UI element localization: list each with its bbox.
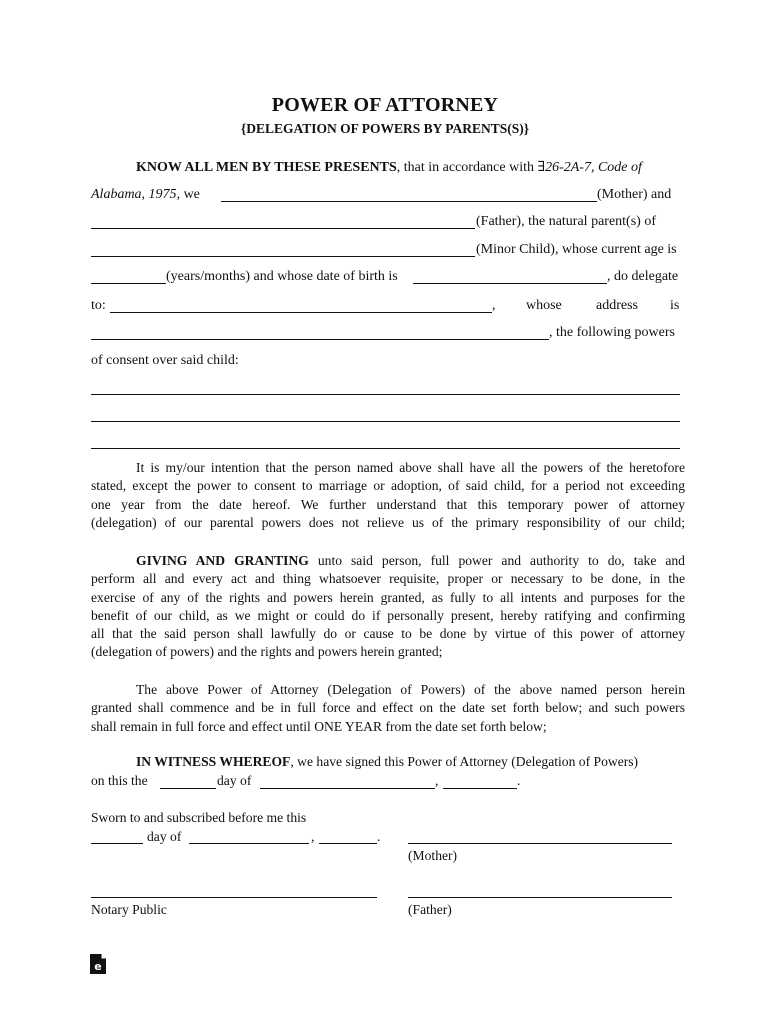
mother-signature-label: (Mother) [408, 848, 458, 863]
intention-line: one year from the date hereof. We further understand that this temporary power of attorney [91, 496, 685, 512]
sworn-year-field[interactable] [319, 843, 377, 844]
witness-bold: IN WITNESS WHEREOF [136, 754, 291, 769]
consent-label: of consent over said child: [91, 353, 239, 368]
commencement-line: shall remain in full force and effect until ONE YEAR from the date set forth below; [91, 718, 547, 734]
witness-day-field[interactable] [160, 788, 216, 789]
agent-name-field[interactable] [110, 312, 492, 313]
eforms-logo-icon [89, 953, 107, 975]
giving-line: benefit of our child, as we might or could do if personally present, hereby ratifying and confirming [91, 607, 685, 623]
notary-signature-line[interactable] [91, 897, 377, 898]
notary-signature-label: Notary Public [91, 902, 167, 917]
giving-line-1-rest: unto said person, full power and authority to do, take and [308, 553, 685, 568]
minor-child-name-field[interactable] [91, 256, 475, 257]
document-title: POWER OF ATTORNEY [271, 94, 499, 116]
mother-label: (Mother) and [597, 187, 672, 202]
date-of-birth-field[interactable] [413, 283, 607, 284]
witness-day-of-label: day of [217, 773, 252, 788]
intro-line-2 [91, 187, 200, 203]
sworn-day-of-label: day of [147, 829, 182, 844]
whose-comma: , [492, 298, 496, 313]
giving-bold: GIVING AND GRANTING [136, 553, 309, 568]
whose-word: whose [526, 298, 562, 313]
is-word: is [670, 298, 680, 313]
following-powers-label: , the following powers [549, 325, 675, 340]
powers-line-3[interactable] [91, 448, 680, 449]
mother-signature-line[interactable] [408, 843, 672, 844]
witness-comma: , [435, 773, 439, 788]
intention-paragraph [91, 459, 685, 532]
sworn-period: . [377, 829, 381, 844]
commencement-paragraph [91, 681, 685, 736]
giving-line [91, 552, 685, 570]
delegate-label: , do delegate [607, 269, 679, 284]
sworn-month-field[interactable] [189, 843, 309, 844]
giving-granting-paragraph [91, 552, 685, 662]
giving-line: all that the said person shall lawfully do or cause to be done by virtue of this power of attorney [91, 626, 685, 642]
giving-line: (delegation of powers) and the rights and powers herein granted; [91, 644, 443, 660]
intention-line: (delegation) of our parental powers does not relieve us of the primary responsibility of our child; [91, 514, 685, 530]
intro-we: , we [176, 187, 200, 202]
giving-line: perform all and every act and thing whatsoever requisite, proper or necessary to be done, in the [91, 571, 685, 587]
intro-citation: ∃26-2A-7, Code of [537, 160, 642, 175]
document-subtitle: {DELEGATION OF POWERS BY PARENTS(S)} [240, 121, 530, 136]
intention-line: stated, except the power to consent to marriage or adoption, of said child, for a period not exceeding [91, 478, 685, 494]
witness-month-field[interactable] [260, 788, 435, 789]
father-label: (Father), the natural parent(s) of [476, 214, 656, 229]
witness-line-1 [136, 754, 638, 770]
giving-line: exercise of any of the rights and powers herein granted, as fully to all intents and purposes for the [91, 589, 685, 605]
intro-alabama: Alabama, 1975 [91, 187, 177, 202]
to-label: to: [91, 298, 106, 313]
agent-address-field[interactable] [91, 339, 549, 340]
father-signature-line[interactable] [408, 897, 672, 898]
witness-period: . [517, 773, 521, 788]
age-field[interactable] [91, 283, 166, 284]
svg-text:e: e [94, 960, 102, 973]
on-this-the-label: on this the [91, 773, 148, 788]
intro-lead-rest: , that in accordance with [396, 160, 538, 175]
sworn-comma: , [311, 829, 315, 844]
powers-line-1[interactable] [91, 394, 680, 395]
intention-line: It is my/our intention that the person named above shall have all the powers of the heretofore [136, 460, 685, 475]
minor-child-label: (Minor Child), whose current age is [476, 242, 677, 257]
sworn-day-field[interactable] [91, 843, 143, 844]
address-word: address [596, 298, 638, 313]
mother-name-field[interactable] [221, 201, 597, 202]
commencement-line: The above Power of Attorney (Delegation of Powers) of the above named person herein [136, 682, 685, 697]
powers-line-2[interactable] [91, 421, 680, 422]
father-signature-label: (Father) [408, 902, 452, 917]
witness-year-field[interactable] [443, 788, 517, 789]
intro-lead-bold: KNOW ALL MEN BY THESE PRESENTS [136, 160, 397, 175]
sworn-line: Sworn to and subscribed before me this [91, 810, 307, 825]
commencement-line: granted shall commence and be in full force and effect on the date set forth below; and such powers [91, 700, 685, 716]
father-name-field[interactable] [91, 228, 475, 229]
witness-rest: , we have signed this Power of Attorney (Delegation of Powers) [290, 754, 639, 769]
intro-line-1 [136, 159, 642, 176]
age-label: (years/months) and whose date of birth is [166, 269, 398, 284]
